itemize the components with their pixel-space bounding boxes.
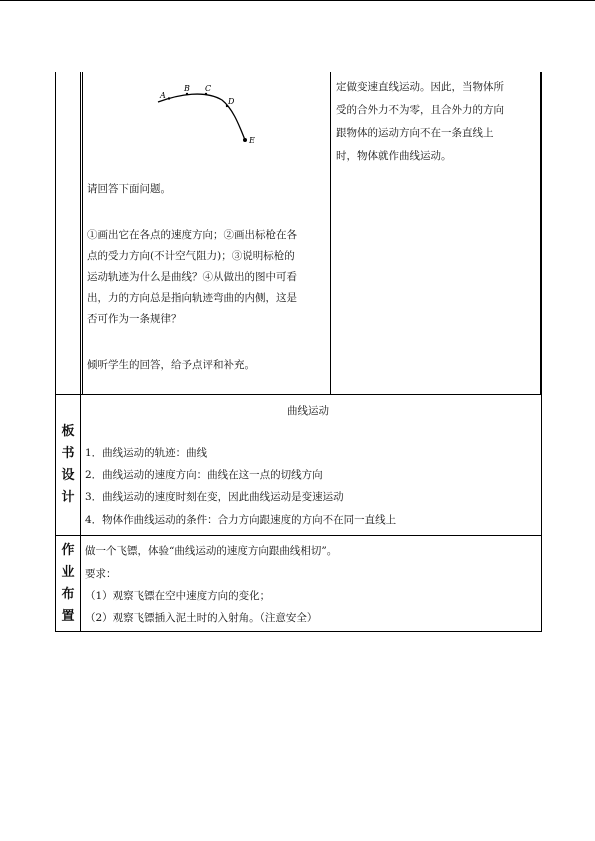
homework-label — [56, 540, 80, 628]
right-col-line-2: 受的合外力不为零，且合外力的方向 — [336, 104, 504, 116]
board-title: 曲线运动 — [287, 405, 329, 417]
board-label-char-2: 书 — [61, 446, 75, 461]
homework-label-char-1: 作 — [61, 543, 75, 558]
board-item-4: 4．物体作曲线运动的条件：合力方向跟速度的方向不在同一直线上 — [85, 514, 397, 526]
homework-label-char-3: 布 — [61, 587, 75, 602]
table-col-divider-1-inner — [82, 72, 83, 395]
point-c-label: C — [205, 84, 212, 93]
question-line-2: 点的受力方向(不计空气阻力)；③说明标枪的 — [87, 250, 295, 262]
point-b-label: B — [184, 84, 190, 93]
row-divider-board — [55, 535, 542, 536]
javelin-trajectory-diagram — [150, 80, 270, 150]
point-b-dot — [186, 93, 188, 95]
board-item-3: 3．曲线运动的速度时刻在变，因此曲线运动是变速运动 — [85, 491, 344, 503]
board-label-char-1: 板 — [61, 424, 75, 439]
question-line-5: 否可作为一条规律？ — [87, 313, 182, 325]
board-item-2: 2．曲线运动的速度方向：曲线在这一点的切线方向 — [85, 469, 323, 481]
question-prompt: 请回答下面问题。 — [87, 183, 171, 195]
homework-line-1: 做一个飞镖，体验“曲线运动的速度方向跟曲线相切”。 — [85, 545, 338, 557]
board-label-char-4: 计 — [61, 490, 75, 505]
table-right-border — [541, 72, 542, 632]
point-e-dot — [243, 138, 247, 142]
homework-line-2: 要求： — [85, 568, 117, 580]
question-line-1: ①画出它在各点的速度方向；②画出标枪在各 — [87, 229, 297, 241]
homework-label-char-2: 业 — [61, 565, 75, 580]
question-line-3: 运动轨迹为什么是曲线？④从做出的图中可看 — [87, 271, 297, 283]
table-col-divider-1 — [80, 72, 81, 632]
homework-label-char-4: 置 — [61, 609, 75, 624]
teacher-response: 倾听学生的回答，给予点评和补充。 — [87, 359, 255, 371]
board-item-1: 1．曲线运动的轨迹：曲线 — [85, 447, 208, 459]
point-a-dot — [168, 97, 170, 99]
table-bottom-border — [55, 631, 542, 632]
question-line-4: 出，力的方向总是指向轨迹弯曲的内侧，这是 — [87, 292, 297, 304]
point-e-label: E — [249, 136, 255, 145]
right-col-line-1: 定做变速直线运动。因此，当物体所 — [336, 81, 504, 93]
homework-line-4: （2）观察飞镖插入泥土时的入射角。（注意安全） — [85, 612, 318, 624]
board-label-char-3: 设 — [61, 468, 75, 483]
point-a-label: A — [160, 91, 166, 100]
homework-line-3: （1）观察飞镖在空中速度方向的变化； — [85, 590, 271, 602]
point-d-label: D — [228, 97, 235, 106]
table-col-divider-2 — [330, 72, 331, 395]
right-col-line-4: 时，物体就作曲线运动。 — [336, 150, 452, 162]
right-col-line-3: 跟物体的运动方向不在一条直线上 — [336, 127, 494, 139]
point-c-dot — [205, 93, 207, 95]
row-divider-top-section — [55, 394, 542, 395]
board-design-label — [56, 421, 80, 509]
